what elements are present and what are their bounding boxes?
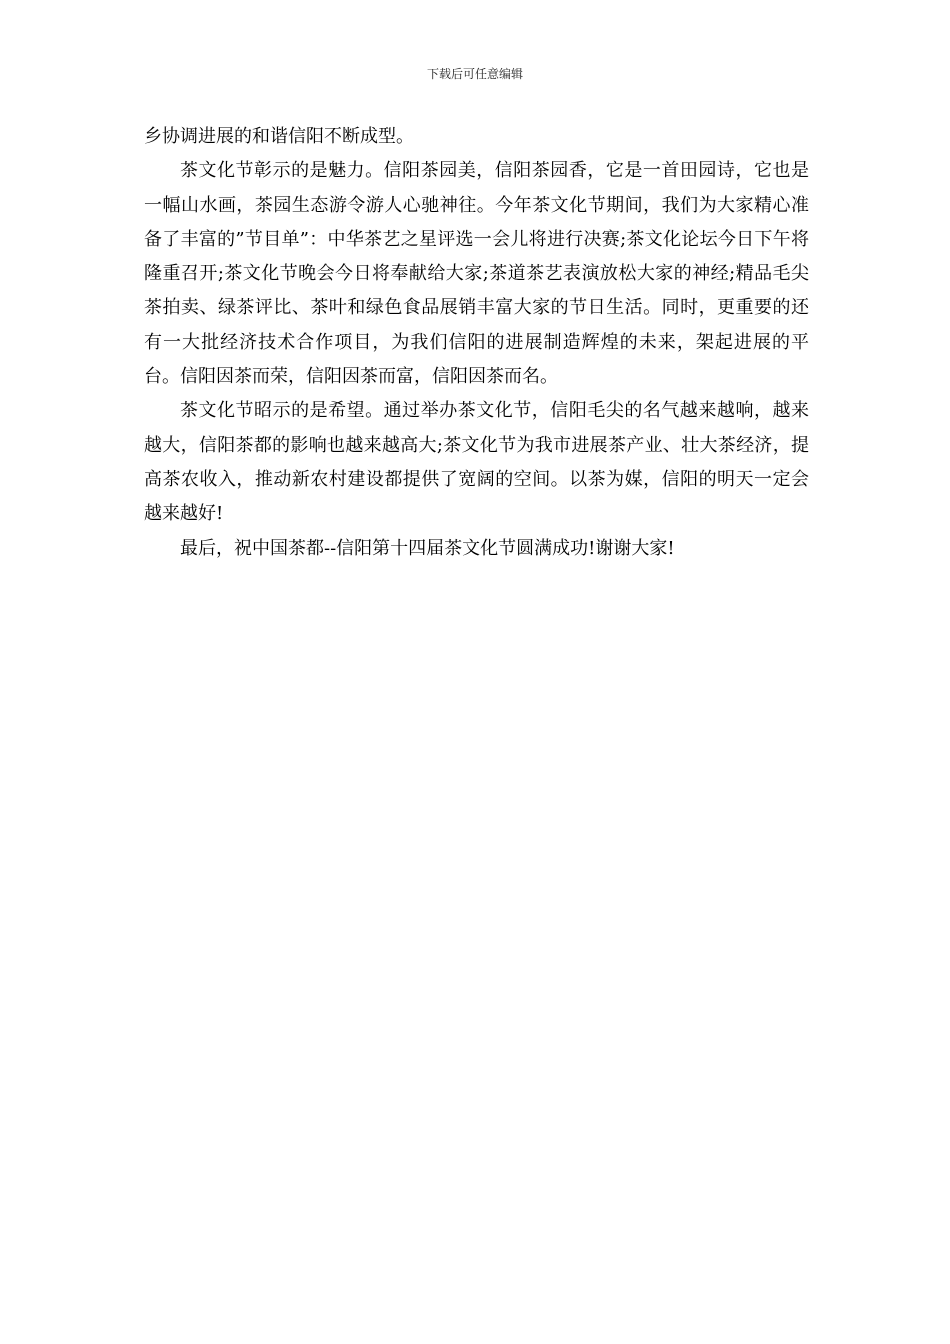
paragraph-continuation: 乡协调进展的和谐信阳不断成型。 [144, 126, 414, 147]
paragraph-hope: 茶文化节昭示的是希望。通过举办茶文化节，信阳毛尖的名气越来越响，越来越大，信阳茶都的影响也越来越高大;茶文化节为我市进展茶产业、壮大茶经济，提高茶农收入，推动新农村建设都提供了宽阔的空间。以茶为媒，信阳的明天一定会越来越好! [144, 400, 809, 525]
page-header: 下载后可任意编辑 [426, 67, 523, 81]
paragraph-closing: 最后，祝中国茶都--信阳第十四届茶文化节圆满成功!谢谢大家! [180, 537, 675, 559]
paragraph-charm: 茶文化节彰示的是魅力。信阳茶园美，信阳茶园香，它是一首田园诗，它也是一幅山水画，茶园生态游令游人心驰神往。今年茶文化节期间，我们为大家精心准备了丰富的”节目单”：中华茶艺之星评选一会儿将进行决赛;茶文化论坛今日下午将隆重召开;茶文化节晚会今日将奉献给大家;茶道茶艺表演放松大家的神经;精品毛尖茶拍卖、绿茶评比、茶叶和绿色食品展销丰富大家的节日生活。同时，更重要的还有一大批经济技术合作项目，为我们信阳的进展制造辉煌的未来，架起进展的平台。信阳因茶而荣，信阳因茶而富，信阳因茶而名。 [144, 160, 809, 388]
document-body [144, 120, 809, 566]
